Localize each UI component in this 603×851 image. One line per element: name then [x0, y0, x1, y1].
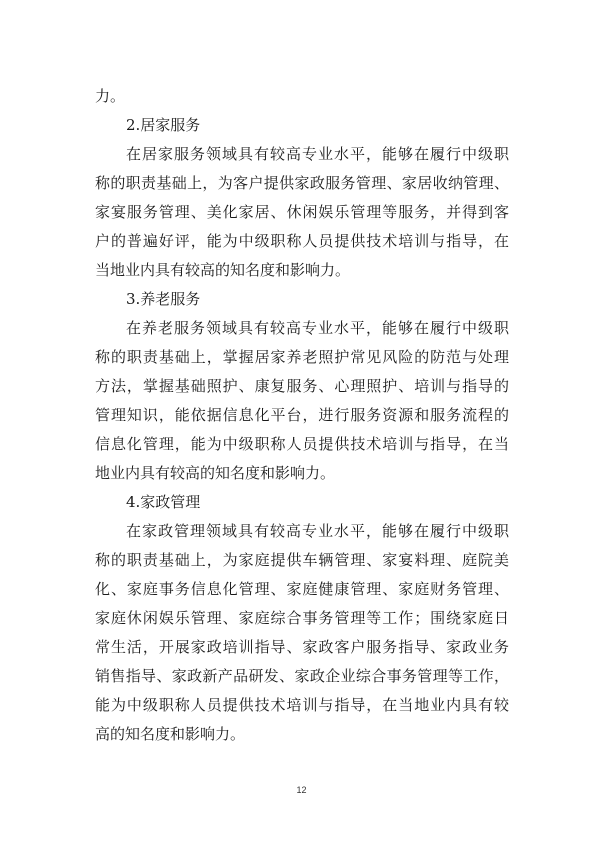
section-heading-housekeeping-management: 4.家政管理	[126, 493, 201, 511]
text-line: 销售指导、家政新产品研发、家政企业综合事务管理等工作，	[95, 667, 509, 685]
text-line: 户的普遍好评，能为中级职称人员提供技术培训与指导，在	[95, 232, 509, 250]
text-line: 能为中级职称人员提供技术培训与指导，在当地业内具有较	[95, 696, 509, 714]
text-line: 在居家服务领域具有较高专业水平，能够在履行中级职	[126, 145, 509, 163]
text-line: 高的知名度和影响力。	[95, 725, 246, 743]
text-line: 称的职责基础上，掌握居家养老照护常见风险的防范与处理	[95, 348, 509, 366]
text-line: 力。	[95, 87, 126, 105]
text-line: 称的职责基础上，为客户提供家政服务管理、家居收纳管理、	[95, 174, 509, 192]
text-line: 在养老服务领域具有较高专业水平，能够在履行中级职	[126, 319, 509, 337]
text-line: 地业内具有较高的知名度和影响力。	[95, 464, 336, 482]
section-heading-elderly-care: 3.养老服务	[126, 290, 201, 308]
text-line: 家宴服务管理、美化家居、休闲娱乐管理等服务，并得到客	[95, 203, 509, 221]
page-number: 12	[296, 785, 307, 795]
text-line: 方法，掌握基础照护、康复服务、心理照护、培训与指导的	[95, 377, 509, 395]
text-line: 称的职责基础上，为家庭提供车辆管理、家宴料理、庭院美	[95, 551, 509, 569]
text-line: 当地业内具有较高的知名度和影响力。	[95, 261, 351, 279]
text-line: 常生活，开展家政培训指导、家政客户服务指导、家政业务	[95, 638, 509, 656]
text-line: 在家政管理领域具有较高专业水平，能够在履行中级职	[126, 522, 509, 540]
section-heading-home-service: 2.居家服务	[126, 116, 201, 134]
text-line: 家庭休闲娱乐管理、家庭综合事务管理等工作；围绕家庭日	[95, 609, 509, 627]
text-line: 化、家庭事务信息化管理、家庭健康管理、家庭财务管理、	[95, 580, 509, 598]
text-line: 信息化管理，能为中级职称人员提供技术培训与指导，在当	[95, 435, 509, 453]
text-line: 管理知识，能依据信息化平台，进行服务资源和服务流程的	[95, 406, 509, 424]
